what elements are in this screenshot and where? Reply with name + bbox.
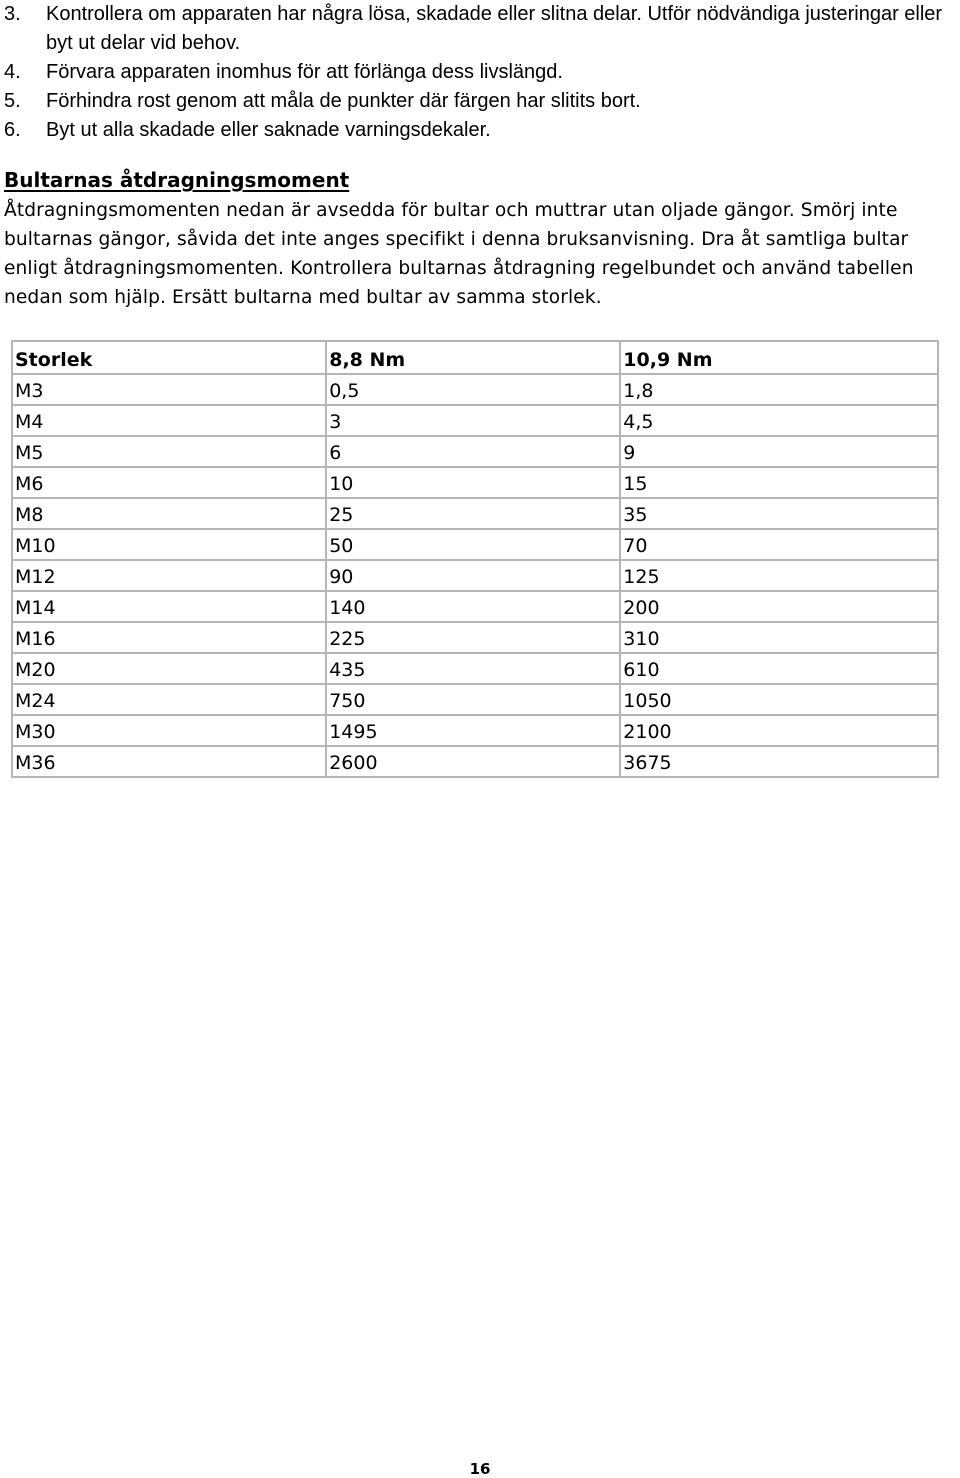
cell-10-9: 15 xyxy=(620,467,938,498)
cell-10-9: 70 xyxy=(620,529,938,560)
cell-size: M36 xyxy=(12,746,326,777)
table-row xyxy=(12,684,938,715)
cell-10-9: 310 xyxy=(620,622,938,653)
table-row xyxy=(12,529,938,560)
section-heading: Bultarnas åtdragningsmoment xyxy=(4,168,350,192)
table-row xyxy=(12,591,938,622)
cell-size: M24 xyxy=(12,684,326,715)
table-row xyxy=(12,436,938,467)
list-item-number: 6. xyxy=(4,119,21,141)
cell-8-8: 140 xyxy=(326,591,620,622)
cell-10-9: 2100 xyxy=(620,715,938,746)
table-row xyxy=(12,715,938,746)
cell-size: M5 xyxy=(12,436,326,467)
torque-table xyxy=(11,340,939,778)
cell-8-8: 6 xyxy=(326,436,620,467)
cell-8-8: 225 xyxy=(326,622,620,653)
header-size: Storlek xyxy=(12,341,326,374)
list-item-number: 5. xyxy=(4,90,21,112)
cell-10-9: 200 xyxy=(620,591,938,622)
list-item-text: Förvara apparaten inomhus för att förlänga dess livslängd. xyxy=(46,61,563,83)
cell-10-9: 610 xyxy=(620,653,938,684)
cell-10-9: 1050 xyxy=(620,684,938,715)
table-row xyxy=(12,374,938,405)
maintenance-list xyxy=(0,0,960,145)
cell-8-8: 435 xyxy=(326,653,620,684)
cell-10-9: 4,5 xyxy=(620,405,938,436)
table-row xyxy=(12,498,938,529)
cell-8-8: 0,5 xyxy=(326,374,620,405)
cell-10-9: 9 xyxy=(620,436,938,467)
table-header-row xyxy=(12,341,938,374)
list-item-text: Byt ut alla skadade eller saknade varningsdekaler. xyxy=(46,119,491,141)
cell-8-8: 2600 xyxy=(326,746,620,777)
list-item-text: Förhindra rost genom att måla de punkter där färgen har slitits bort. xyxy=(46,90,641,112)
list-item-number: 4. xyxy=(4,61,21,83)
header-8-8: 8,8 Nm xyxy=(326,341,620,374)
list-item-number: 3. xyxy=(4,3,21,25)
cell-size: M4 xyxy=(12,405,326,436)
cell-8-8: 1495 xyxy=(326,715,620,746)
header-10-9: 10,9 Nm xyxy=(620,341,938,374)
cell-size: M6 xyxy=(12,467,326,498)
list-item xyxy=(0,116,960,145)
section-paragraph: Åtdragningsmomenten nedan är avsedda för bultar och muttrar utan oljade gängor. Smörj inte bultarnas gängor, såvida det inte anges specifikt i denna bruksanvisning. Dra åt samtliga bultar enligt åtdragningsmomenten. Kontrollera bultarnas åtdragning regelbundet och använd tabellen nedan som hjälp. Ersätt bultarna med bultar av samma storlek. xyxy=(4,200,914,308)
table-row xyxy=(12,746,938,777)
cell-size: M8 xyxy=(12,498,326,529)
cell-10-9: 3675 xyxy=(620,746,938,777)
table-row xyxy=(12,622,938,653)
cell-8-8: 3 xyxy=(326,405,620,436)
cell-10-9: 125 xyxy=(620,560,938,591)
cell-size: M16 xyxy=(12,622,326,653)
cell-8-8: 10 xyxy=(326,467,620,498)
cell-size: M12 xyxy=(12,560,326,591)
list-item xyxy=(0,0,960,58)
cell-size: M14 xyxy=(12,591,326,622)
table-row xyxy=(12,560,938,591)
cell-size: M10 xyxy=(12,529,326,560)
cell-size: M30 xyxy=(12,715,326,746)
list-item-text: Kontrollera om apparaten har några lösa, skadade eller slitna delar. Utför nödvändiga justeringar eller byt ut delar vid behov. xyxy=(46,3,943,54)
list-item xyxy=(0,87,960,116)
cell-size: M20 xyxy=(12,653,326,684)
list-item xyxy=(0,58,960,87)
cell-10-9: 1,8 xyxy=(620,374,938,405)
cell-size: M3 xyxy=(12,374,326,405)
cell-8-8: 25 xyxy=(326,498,620,529)
cell-8-8: 90 xyxy=(326,560,620,591)
cell-10-9: 35 xyxy=(620,498,938,529)
table-row xyxy=(12,405,938,436)
cell-8-8: 50 xyxy=(326,529,620,560)
table-row xyxy=(12,467,938,498)
page-number: 16 xyxy=(469,1460,491,1478)
table-row xyxy=(12,653,938,684)
cell-8-8: 750 xyxy=(326,684,620,715)
